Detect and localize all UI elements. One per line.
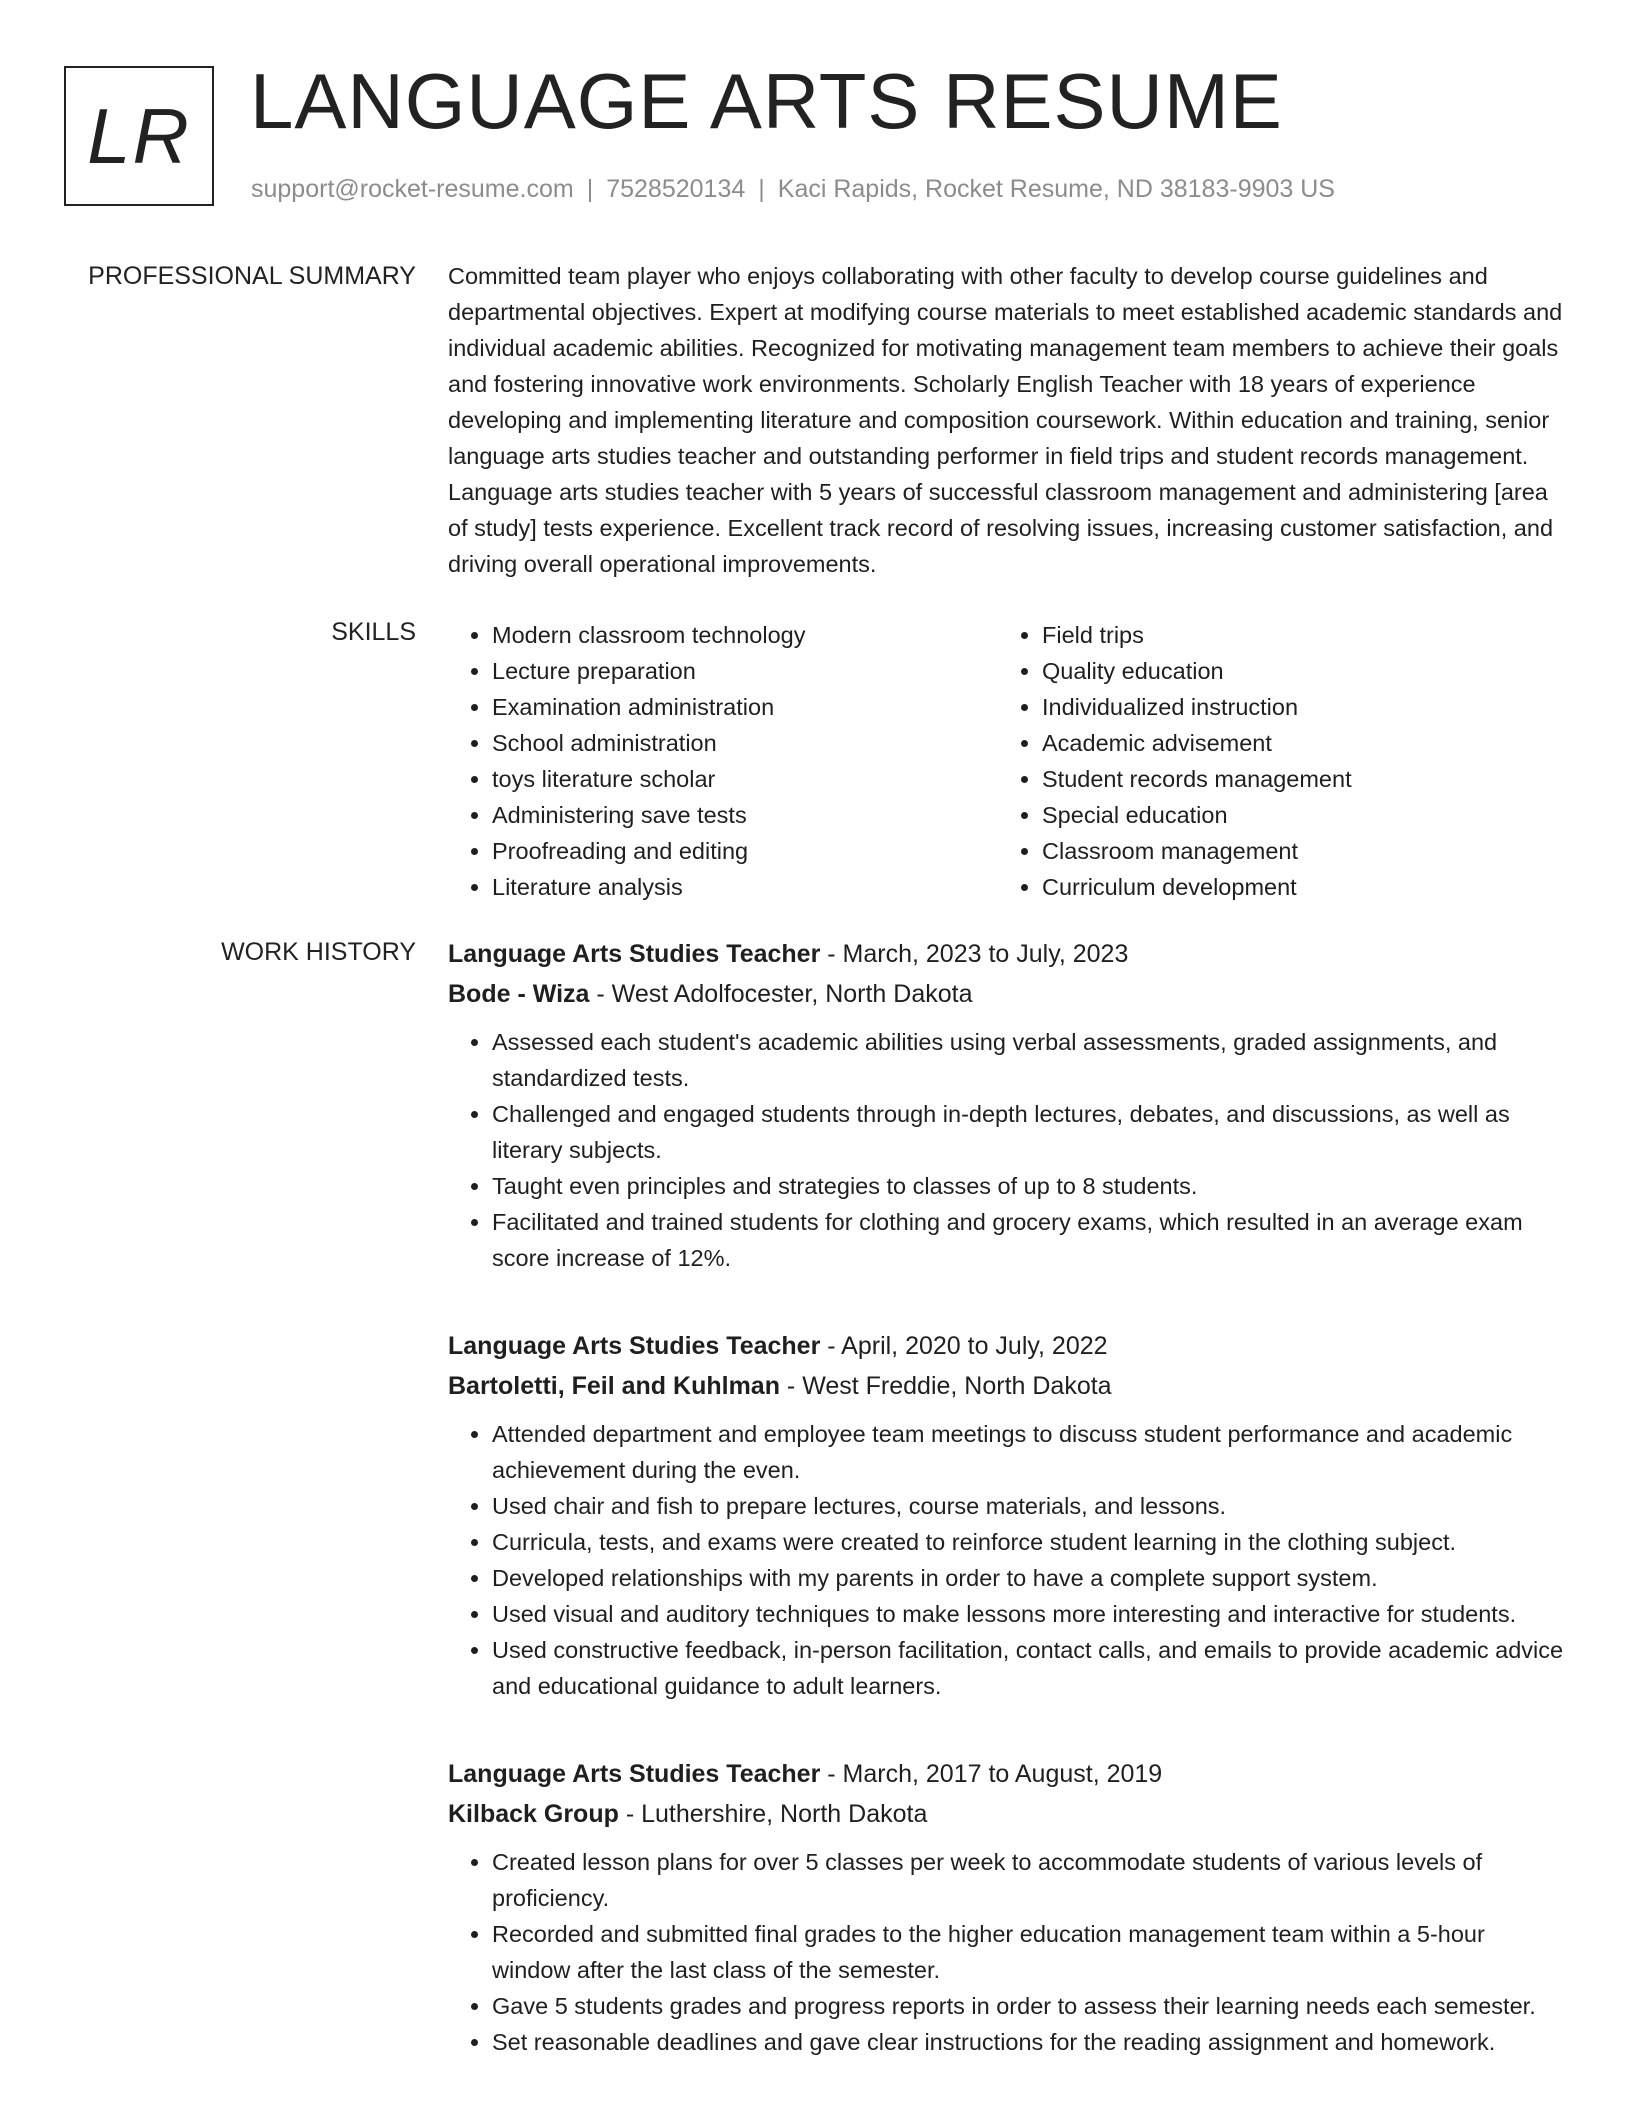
job-bullets [448, 1024, 1568, 1276]
job-location: - West Adolfocester, North Dakota [589, 980, 973, 1008]
section-label-skills: SKILLS [331, 618, 416, 646]
section-label-summary: PROFESSIONAL SUMMARY [88, 262, 416, 290]
skill-item: • Examination administration [492, 689, 998, 725]
job-title-line [448, 1754, 1568, 1794]
job-entry [448, 934, 1568, 1276]
skill-item: • Administering save tests [492, 797, 998, 833]
job-bullet: • Used chair and fish to prepare lectures, course materials, and lessons. [492, 1488, 1568, 1524]
summary-text: Committed team player who enjoys collaborating with other faculty to develop course guidelines and departmental objectives. Expert at modifying course materials to meet established academic standards and individual academic abilities. Recognized for motivating management team members to achieve their goals and fostering innovative work environments. Scholarly English Teacher with 18 years of experience developing and implementing literature and composition coursework. Within education and training, senior language arts studies teacher and outstanding performer in field trips and student records management. Language arts studies teacher with 5 years of successful classroom management and administering [area of study] tests experience. Excellent track record of resolving issues, increasing customer satisfaction, and driving overall operational improvements. [448, 263, 1563, 577]
contact-line [251, 175, 1335, 204]
job-location: - Luthershire, North Dakota [618, 1800, 928, 1828]
address: Kaci Rapids, Rocket Resume, ND 38183-9903 US [777, 175, 1335, 203]
job-bullet: • Created lesson plans for over 5 classes per week to accommodate students of various levels of proficiency. [492, 1844, 1568, 1916]
job-bullet: • Set reasonable deadlines and gave clear instructions for the reading assignment and homework. [492, 2024, 1568, 2060]
skill-item: • Academic advisement [1042, 725, 1352, 761]
email[interactable]: support@rocket-resume.com [251, 175, 574, 203]
skill-item: • School administration [492, 725, 998, 761]
job-company: Kilback Group [448, 1800, 619, 1828]
skills-list [448, 617, 1568, 905]
job-company-line [448, 1794, 1568, 1834]
job-bullet: • Challenged and engaged students through in-depth lectures, debates, and discussions, as well as literary subjects. [492, 1096, 1568, 1168]
phone[interactable]: 7528520134 [606, 175, 746, 203]
monogram-logo: LR [64, 66, 214, 206]
job-bullet: • Recorded and submitted final grades to the higher education management team within a 5-hour window after the last class of the semester. [492, 1916, 1568, 1988]
job-bullet: • Curricula, tests, and exams were created to reinforce student learning in the clothing subject. [492, 1524, 1568, 1560]
page-title: LANGUAGE ARTS RESUME [250, 57, 1283, 145]
section-label-work-history: WORK HISTORY [221, 938, 416, 966]
skill-item: • Quality education [1042, 653, 1352, 689]
skills-column-1 [448, 617, 998, 905]
job-dates: - March, 2017 to August, 2019 [820, 1760, 1163, 1788]
job-bullets [448, 1844, 1568, 2060]
job-bullet: • Facilitated and trained students for clothing and grocery exams, which resulted in an average exam score increase of 12%. [492, 1204, 1568, 1276]
job-title: Language Arts Studies Teacher [448, 940, 821, 968]
skill-item: • Lecture preparation [492, 653, 998, 689]
job-company-line [448, 974, 1568, 1014]
job-bullet: • Used constructive feedback, in-person facilitation, contact calls, and emails to provide academic advice and educational guidance to adult learners. [492, 1632, 1568, 1704]
skill-item: • Special education [1042, 797, 1352, 833]
job-title: Language Arts Studies Teacher [448, 1760, 821, 1788]
job-dates: - April, 2020 to July, 2022 [820, 1332, 1108, 1360]
job-location: - West Freddie, North Dakota [779, 1372, 1112, 1400]
job-bullet: • Gave 5 students grades and progress reports in order to assess their learning needs each semester. [492, 1988, 1568, 2024]
job-company-line [448, 1366, 1568, 1406]
skill-item: • toys literature scholar [492, 761, 998, 797]
skill-item: • Student records management [1042, 761, 1352, 797]
skill-item: • Individualized instruction [1042, 689, 1352, 725]
skill-item: • Classroom management [1042, 833, 1352, 869]
separator: | [758, 175, 765, 203]
job-entry [448, 1754, 1568, 2060]
job-bullets [448, 1416, 1568, 1704]
skill-item: • Curriculum development [1042, 869, 1352, 905]
job-bullet: • Attended department and employee team meetings to discuss student performance and academic achievement during the even. [492, 1416, 1568, 1488]
job-bullet: • Used visual and auditory techniques to make lessons more interesting and interactive for students. [492, 1596, 1568, 1632]
job-bullet: • Assessed each student's academic abilities using verbal assessments, graded assignments, and standardized tests. [492, 1024, 1568, 1096]
skill-item: • Literature analysis [492, 869, 998, 905]
job-entry [448, 1326, 1568, 1704]
skill-item: • Modern classroom technology [492, 617, 998, 653]
skill-item: • Proofreading and editing [492, 833, 998, 869]
job-title-line [448, 1326, 1568, 1366]
job-bullet: • Taught even principles and strategies to classes of up to 8 students. [492, 1168, 1568, 1204]
job-company: Bode - Wiza [448, 980, 590, 1008]
job-title: Language Arts Studies Teacher [448, 1332, 821, 1360]
separator: | [586, 175, 594, 203]
job-company: Bartoletti, Feil and Kuhlman [448, 1372, 780, 1400]
job-bullet: • Developed relationships with my parents in order to have a complete support system. [492, 1560, 1568, 1596]
job-dates: - March, 2023 to July, 2023 [820, 940, 1129, 968]
skills-column-2 [998, 617, 1352, 905]
skill-item: • Field trips [1042, 617, 1352, 653]
job-title-line [448, 934, 1568, 974]
